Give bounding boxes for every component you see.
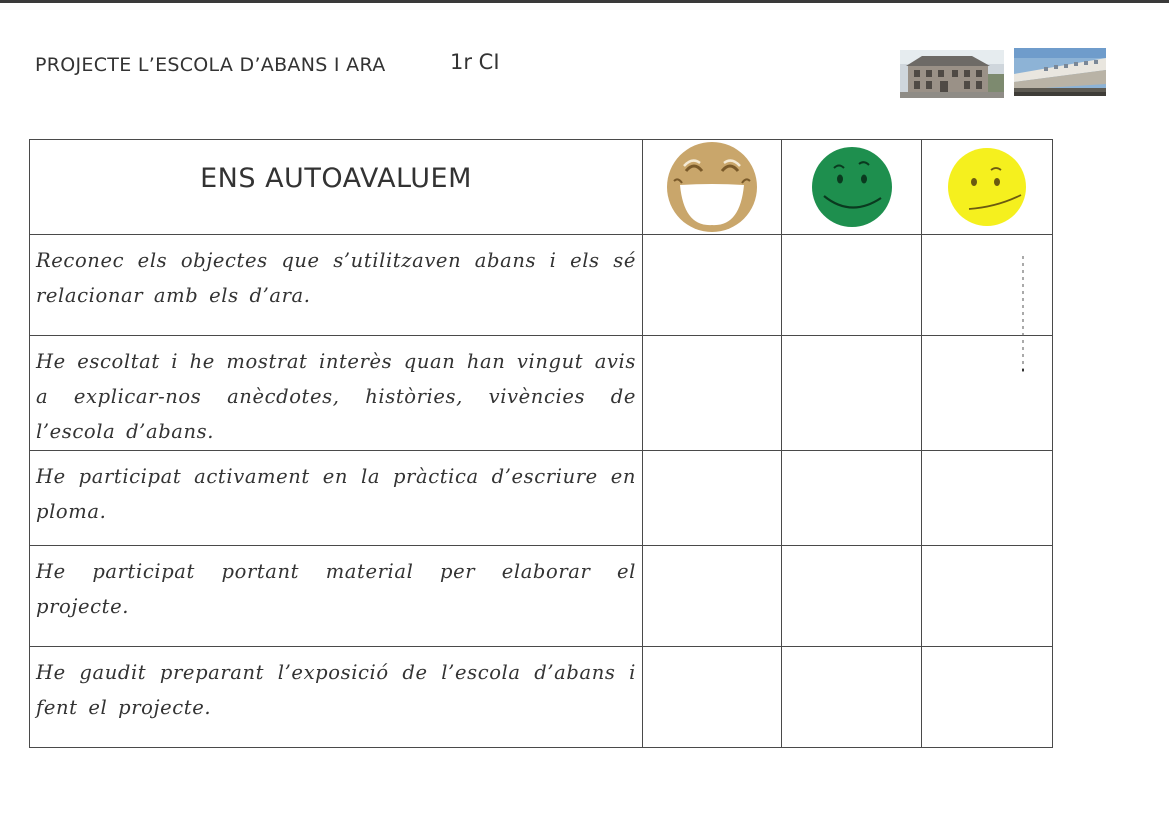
rating-cell-good[interactable] <box>782 451 922 546</box>
statement-cell <box>30 451 643 546</box>
course-label: 1r CI <box>450 50 500 74</box>
rating-cell-very-good[interactable] <box>643 451 782 546</box>
pencil-mark <box>1022 256 1024 376</box>
project-title: PROJECTE L’ESCOLA D’ABANS I ARA <box>35 54 386 76</box>
rating-cell-good[interactable] <box>782 647 922 748</box>
statement-cell <box>30 647 643 748</box>
statement-cell <box>30 546 643 647</box>
table-row <box>30 546 1053 647</box>
statement-text: He escoltat i he mostrat interès quan han vingut avis a explicar-nos anècdotes, històries, vivències de l’escola d’abans. <box>36 350 636 443</box>
rating-cell-fair[interactable] <box>922 451 1053 546</box>
table-row <box>30 647 1053 748</box>
rating-cell-very-good[interactable] <box>643 235 782 336</box>
new-school-building-photo <box>1014 48 1106 96</box>
face-header-good <box>782 140 922 235</box>
title-cell <box>30 140 643 235</box>
rating-cell-fair[interactable] <box>922 647 1053 748</box>
statement-text: He gaudit preparant l’exposició de l’escola d’abans i fent el projecte. <box>36 661 636 719</box>
rating-cell-fair[interactable] <box>922 235 1053 336</box>
smiling-face-icon <box>811 146 893 228</box>
rating-cell-very-good[interactable] <box>643 647 782 748</box>
table-row <box>30 451 1053 546</box>
face-header-fair <box>922 140 1053 235</box>
rating-cell-good[interactable] <box>782 546 922 647</box>
rating-cell-good[interactable] <box>782 235 922 336</box>
statement-cell <box>30 336 643 451</box>
rating-cell-fair[interactable] <box>922 546 1053 647</box>
half-smile-face-icon <box>947 147 1027 227</box>
table-row <box>30 235 1053 336</box>
statement-cell <box>30 235 643 336</box>
old-school-building-photo <box>900 50 1004 98</box>
statement-text: He participat portant material per elaborar el projecte. <box>36 560 636 618</box>
self-evaluation-table <box>29 139 1053 748</box>
table-header-row <box>30 140 1053 235</box>
rating-cell-very-good[interactable] <box>643 336 782 451</box>
statement-text: Reconec els objectes que s’utilitzaven abans i els sé relacionar amb els d’ara. <box>36 249 636 307</box>
table-row <box>30 336 1053 451</box>
rating-cell-very-good[interactable] <box>643 546 782 647</box>
self-evaluation-title: ENS AUTOAVALUEM <box>200 162 472 194</box>
top-border-line <box>0 0 1169 3</box>
face-header-very-good <box>643 140 782 235</box>
laughing-face-icon <box>666 141 758 233</box>
rating-cell-good[interactable] <box>782 336 922 451</box>
statement-text: He participat activament en la pràctica d’escriure en ploma. <box>36 465 636 523</box>
rating-cell-fair[interactable] <box>922 336 1053 451</box>
